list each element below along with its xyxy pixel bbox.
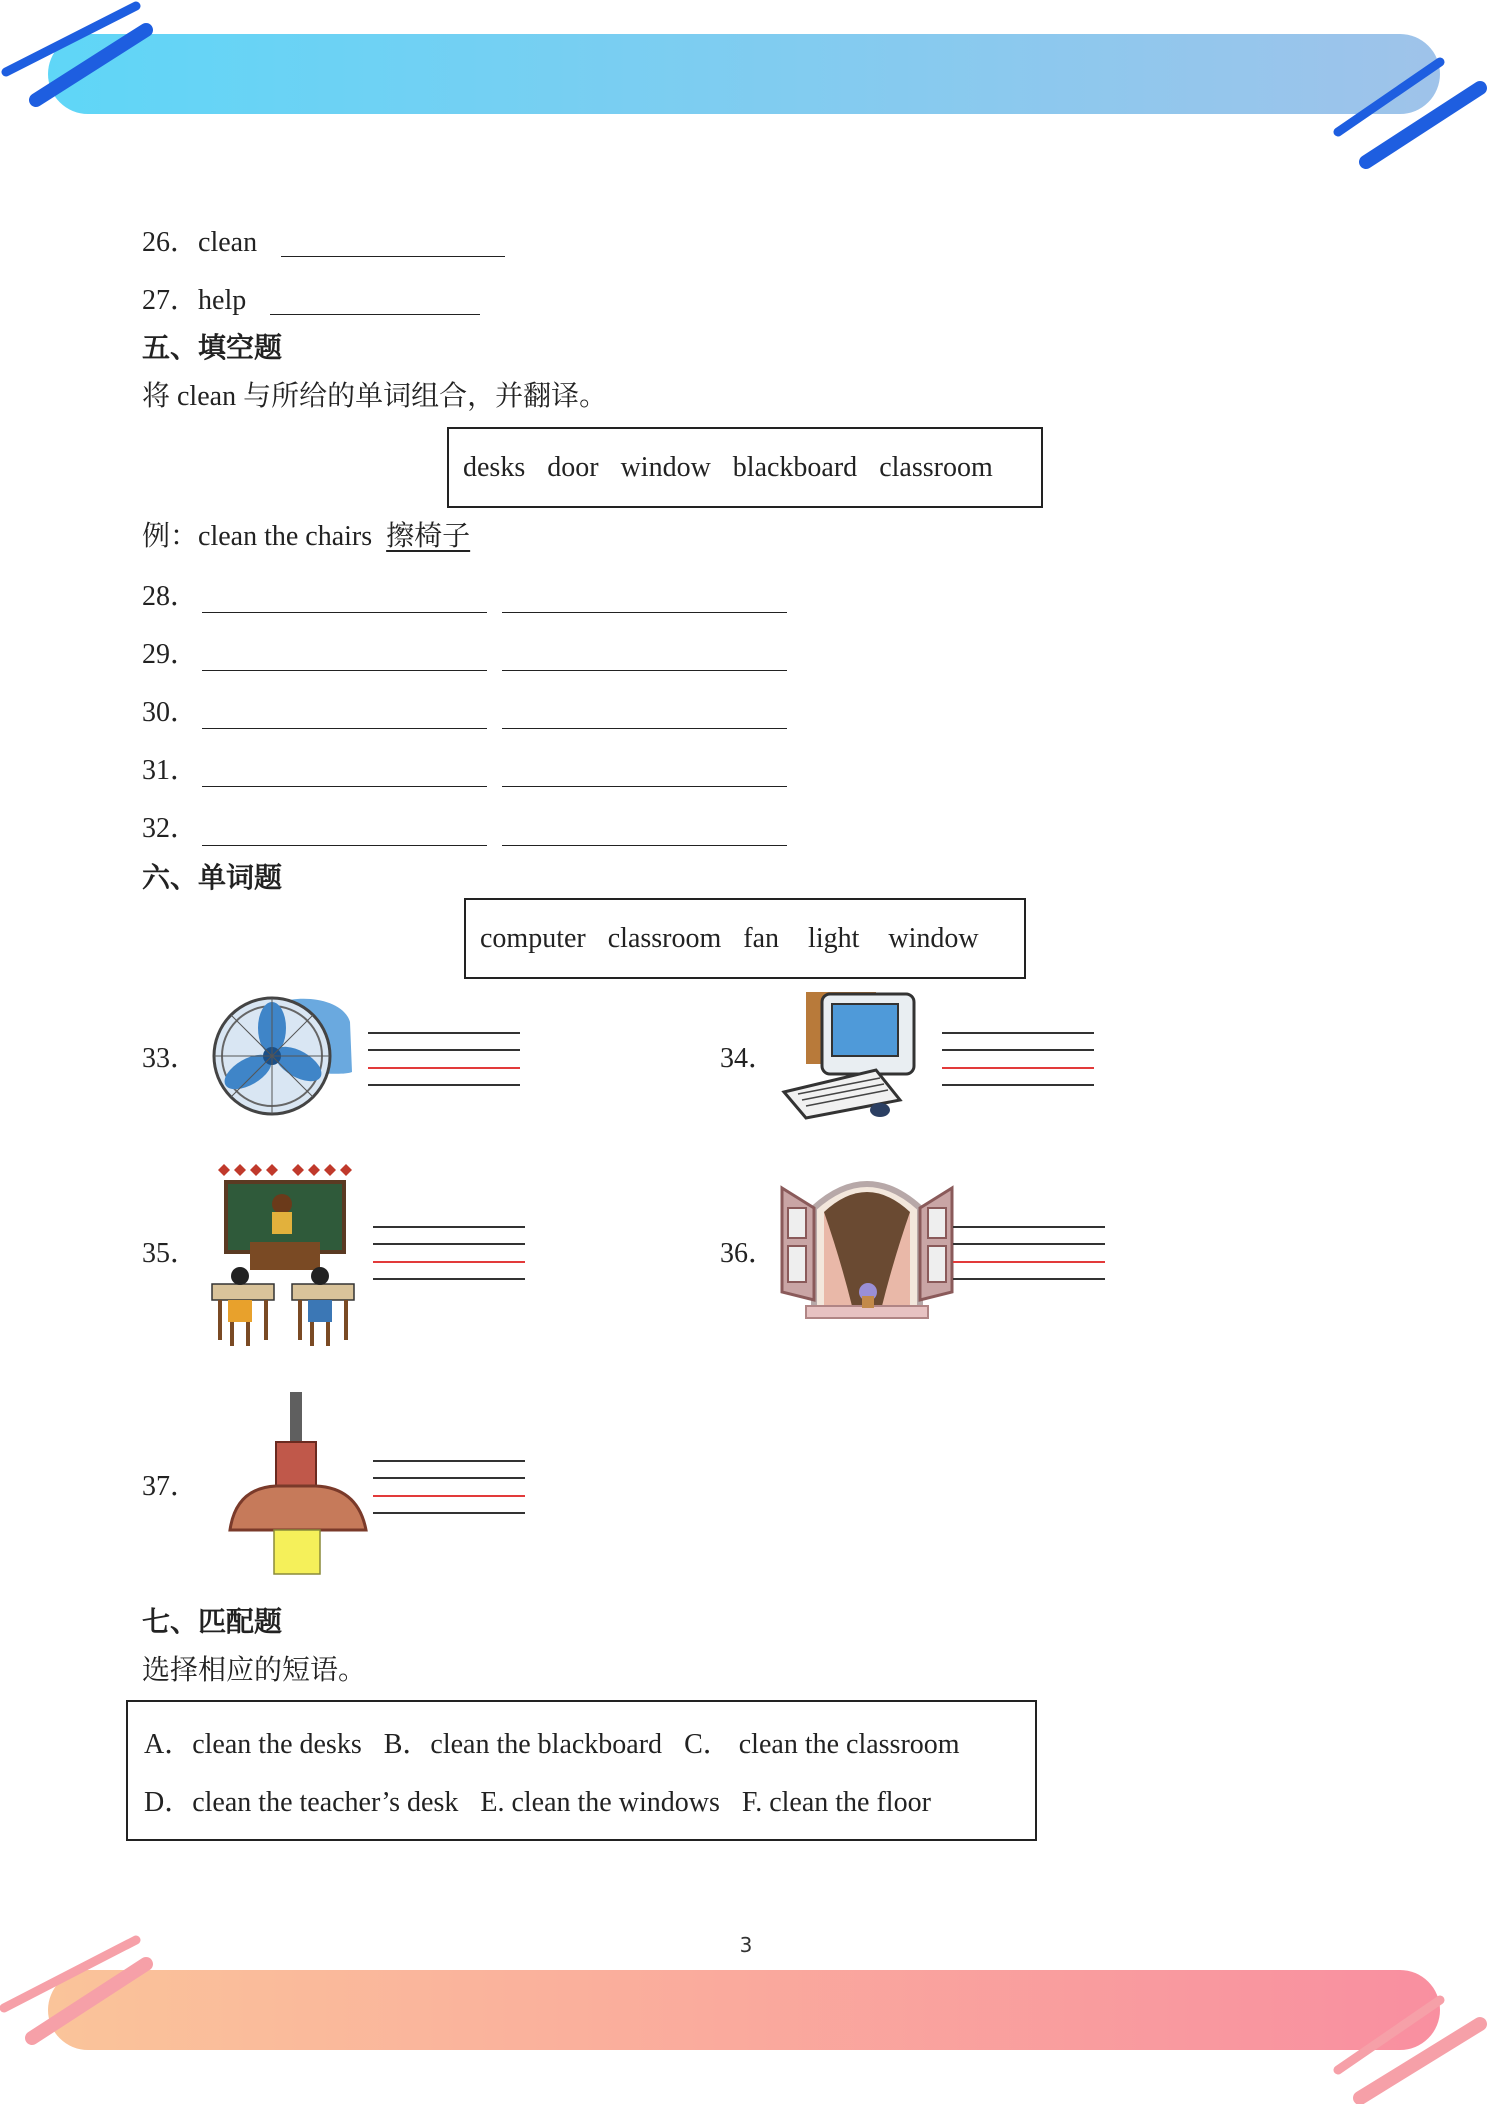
item-30-number: 30． xyxy=(142,697,199,728)
word-light: light xyxy=(808,923,860,954)
classroom-picture xyxy=(206,1162,358,1348)
item-35-writing-lines[interactable] xyxy=(373,1226,525,1284)
item-27-number: 27． xyxy=(142,285,199,316)
item-32-phrase-blank[interactable] xyxy=(202,845,487,846)
section-7-instruction: 选择相应的短语。 xyxy=(142,1655,367,1686)
word-window: window xyxy=(620,452,711,483)
section-6-heading: 六、单词题 xyxy=(142,863,283,894)
item-27-answer-blank[interactable] xyxy=(270,314,480,315)
section-5-word-bank xyxy=(447,427,1043,508)
section-7-heading: 七、匹配题 xyxy=(142,1607,283,1638)
item-26-answer-blank[interactable] xyxy=(281,256,505,257)
item-36-writing-lines[interactable] xyxy=(953,1226,1105,1284)
window-picture xyxy=(780,1168,954,1338)
item-28-number: 28． xyxy=(142,581,199,612)
item-37-number: 37． xyxy=(142,1471,199,1502)
example-english: clean the chairs xyxy=(198,521,373,552)
item-30-translation-blank[interactable] xyxy=(502,728,787,729)
item-28-translation-blank[interactable] xyxy=(502,612,787,613)
item-30-phrase-blank[interactable] xyxy=(202,728,487,729)
section-5-heading: 五、填空题 xyxy=(142,333,283,364)
top-banner xyxy=(0,0,1488,180)
item-26 xyxy=(142,226,257,260)
item-29-translation-blank[interactable] xyxy=(502,670,787,671)
bottom-banner xyxy=(0,1920,1488,2104)
option-e: E. clean the windows xyxy=(480,1787,720,1818)
example-chinese: 擦椅子 xyxy=(386,521,471,552)
computer-picture xyxy=(776,990,928,1120)
option-c: clean the classroom xyxy=(738,1729,960,1760)
item-37-writing-lines[interactable] xyxy=(373,1460,525,1518)
item-27 xyxy=(142,284,246,318)
section-7-options-box xyxy=(126,1700,1037,1841)
item-33-number: 33． xyxy=(142,1043,199,1074)
word-classroom: classroom xyxy=(607,923,722,954)
options-row-1 xyxy=(144,1728,960,1762)
word-blackboard: blackboard xyxy=(732,452,858,483)
word-desks: desks xyxy=(463,452,526,483)
word-door: door xyxy=(547,452,599,483)
item-35-number: 35． xyxy=(142,1238,199,1269)
option-b: B．clean the blackboard xyxy=(383,1729,663,1760)
item-33-writing-lines[interactable] xyxy=(368,1032,520,1090)
option-d: D．clean the teacher’s desk xyxy=(144,1787,459,1818)
item-29-number: 29． xyxy=(142,639,199,670)
item-31-phrase-blank[interactable] xyxy=(202,786,487,787)
option-a: A．clean the desks xyxy=(144,1729,362,1760)
item-32-translation-blank[interactable] xyxy=(502,845,787,846)
item-32-number: 32． xyxy=(142,813,199,844)
item-27-word: help xyxy=(198,285,247,316)
options-row-2 xyxy=(144,1786,931,1820)
word-fan: fan xyxy=(743,923,780,954)
item-26-word: clean xyxy=(198,227,258,258)
item-28-phrase-blank[interactable] xyxy=(202,612,487,613)
word-bank-words xyxy=(480,922,979,956)
item-26-number: 26． xyxy=(142,227,199,258)
item-34-number: 34． xyxy=(720,1043,777,1074)
fan-picture xyxy=(202,992,354,1116)
section-6-word-bank xyxy=(464,898,1026,979)
word-computer: computer xyxy=(480,923,586,954)
item-31-translation-blank[interactable] xyxy=(502,786,787,787)
item-31-number: 31． xyxy=(142,755,199,786)
example-label: 例： xyxy=(142,521,199,552)
example-line xyxy=(142,520,470,554)
light-picture xyxy=(222,1390,372,1580)
item-36-number: 36． xyxy=(720,1238,777,1269)
option-c-label: C． xyxy=(684,1729,731,1760)
word-bank-words xyxy=(463,451,993,485)
section-5-instruction: 将 clean 与所给的单词组合，并翻译。 xyxy=(142,381,608,412)
item-34-writing-lines[interactable] xyxy=(942,1032,1094,1090)
item-29-phrase-blank[interactable] xyxy=(202,670,487,671)
option-f: F. clean the floor xyxy=(741,1787,931,1818)
word-window: window xyxy=(888,923,979,954)
word-classroom: classroom xyxy=(879,452,993,483)
page-number: 3 xyxy=(739,1933,753,1957)
